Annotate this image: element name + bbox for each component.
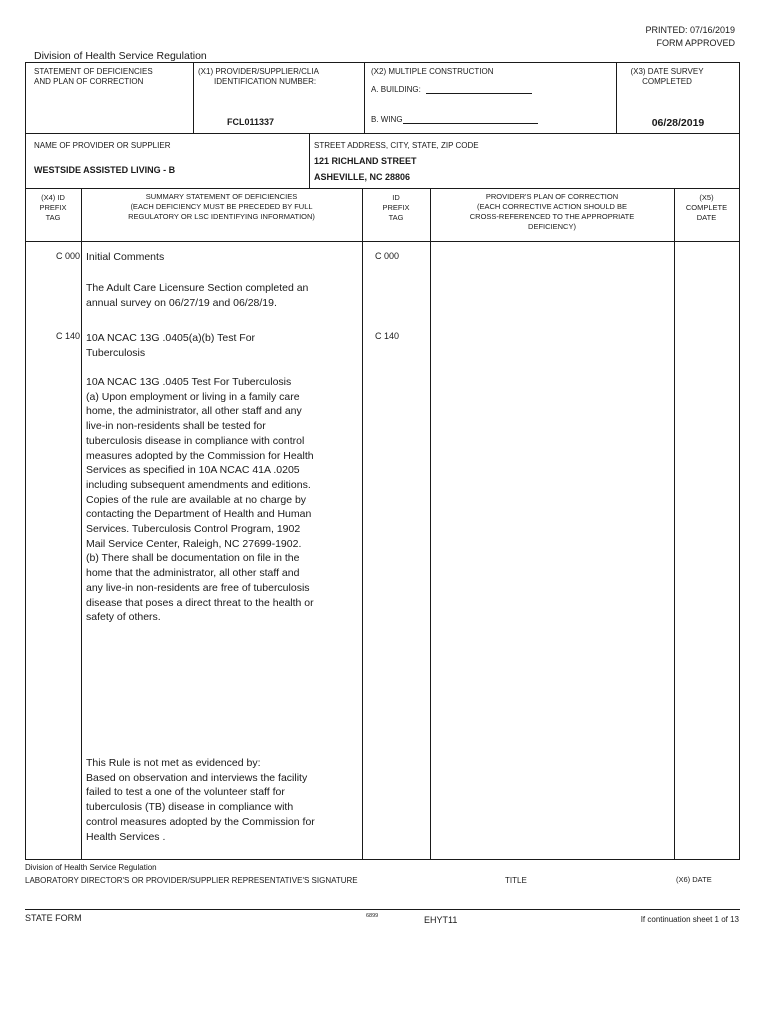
x2-label: (X2) MULTIPLE CONSTRUCTION	[371, 67, 494, 76]
id-head: ID	[392, 193, 400, 202]
col-rule-2	[362, 188, 363, 859]
c140-title	[86, 331, 356, 360]
x4-head-2: PREFIX	[39, 203, 67, 212]
text-line: 10A NCAC 13G .0405 Test For Tuberculosis	[86, 376, 292, 388]
plan-head-2: (EACH CORRECTIVE ACTION SHOULD BE	[476, 202, 628, 211]
text-line: Tuberculosis	[86, 346, 146, 359]
statement-label-2: AND PLAN OF CORRECTION	[34, 77, 144, 86]
text-line: disease that poses a direct threat to the health or	[86, 596, 314, 609]
text-line: (a) Upon employment or living in a family care	[86, 390, 300, 403]
provider-id: FCL011337	[227, 117, 275, 127]
summary-head: SUMMARY STATEMENT OF DEFICIENCIES	[145, 192, 298, 201]
x5-head-3: DATE	[696, 213, 717, 222]
x2-building-blank	[426, 93, 532, 94]
rule-address	[309, 133, 310, 188]
text-line: annual survey on 06/27/19 and 06/28/19.	[86, 296, 277, 309]
footer-agency: Division of Health Service Regulation	[25, 863, 157, 872]
frame-top	[25, 62, 740, 63]
printed-date: PRINTED: 07/16/2019	[645, 25, 735, 35]
text-line: live-in non-residents shall be tested for	[86, 420, 266, 433]
x5-head-2: COMPLETE	[685, 203, 728, 212]
text-line: Based on observation and interviews the facility	[86, 771, 308, 784]
id-head-2: PREFIX	[382, 203, 410, 212]
text-line: home that the administrator, all other staff and	[86, 567, 300, 580]
x5-head: (X5)	[699, 193, 714, 202]
address-city: ASHEVILLE, NC 28806	[314, 172, 411, 182]
frame-bottom	[25, 859, 740, 860]
address-label: STREET ADDRESS, CITY, STATE, ZIP CODE	[314, 141, 479, 150]
x1-label-2: IDENTIFICATION NUMBER:	[214, 77, 317, 86]
text-line: 10A NCAC 13G .0405(a)(b) Test For	[86, 332, 256, 344]
col-rule-4	[674, 188, 675, 859]
title-label: TITLE	[505, 876, 527, 885]
summary-head-2: (EACH DEFICIENCY MUST BE PRECEDED BY FULL	[130, 202, 313, 211]
signature-label: LABORATORY DIRECTOR'S OR PROVIDER/SUPPLIER REPRESENTATIVE'S SIGNATURE	[25, 876, 358, 885]
rule-column-heads	[25, 241, 740, 242]
text-line: control measures adopted by the Commission for	[86, 815, 315, 828]
tag-c000: C 000	[55, 251, 80, 261]
provider-label: NAME OF PROVIDER OR SUPPLIER	[34, 141, 171, 150]
text-line: failed to test a one of the volunteer staff for	[86, 786, 285, 799]
initial-comments-title: Initial Comments	[86, 251, 165, 263]
survey-date: 06/28/2019	[651, 117, 705, 129]
x6-date-label: (X6) DATE	[676, 875, 712, 884]
rule-x2	[364, 62, 365, 133]
agency-name: Division of Health Service Regulation	[34, 50, 207, 62]
finding-text	[86, 756, 356, 844]
text-line: Copies of the rule are available at no charge by	[86, 493, 307, 506]
tag-c140: C 140	[55, 331, 80, 341]
frame-right	[739, 62, 740, 859]
text-line: tuberculosis disease in compliance with control	[86, 434, 305, 447]
rule-header-1	[25, 133, 740, 134]
rule-x1	[193, 62, 194, 133]
plan-head: PROVIDER'S PLAN OF CORRECTION	[485, 192, 619, 201]
text-line: The Adult Care Licensure Section completed an	[86, 282, 309, 294]
text-line: any live-in non-residents are free of tuberculosis	[86, 581, 310, 594]
plan-head-3: CROSS-REFERENCED TO THE APPROPRIATE	[469, 212, 635, 221]
text-line: Mail Service Center, Raleigh, NC 27699-1902.	[86, 537, 302, 550]
text-line: Services as specified in 10A NCAC 41A .0205	[86, 464, 300, 477]
x4-head: (X4) ID	[41, 193, 65, 202]
footer-rule	[25, 909, 740, 910]
id-c140: C 140	[375, 331, 400, 341]
text-line: contacting the Department of Health and Human	[86, 508, 312, 521]
rule-header-2	[25, 188, 740, 189]
x3-label: (X3) DATE SURVEY	[630, 67, 704, 76]
statement-label: STATEMENT OF DEFICIENCIES	[34, 67, 153, 76]
text-line: Services. Tuberculosis Control Program, 1902	[86, 523, 301, 536]
rule-text	[86, 375, 356, 625]
id-c000: C 000	[375, 251, 400, 261]
provider-name: WESTSIDE ASSISTED LIVING - B	[34, 165, 176, 175]
x2-building-label: A. BUILDING:	[371, 85, 421, 94]
text-line: (b) There shall be documentation on file in the	[86, 552, 300, 565]
state-form-label: STATE FORM	[25, 913, 82, 923]
x4-head-3: TAG	[45, 213, 61, 222]
x1-label: (X1) PROVIDER/SUPPLIER/CLIA	[198, 67, 319, 76]
id-head-3: TAG	[388, 213, 404, 222]
x2-wing-label: B. WING	[371, 115, 403, 124]
text-line: measures adopted by the Commission for Health	[86, 449, 314, 462]
form-code: 6899	[366, 913, 379, 919]
text-line: including subsequent amendments and editions.	[86, 478, 311, 491]
x3-label-2: COMPLETED	[642, 77, 692, 86]
continuation-note: If continuation sheet 1 of 13	[640, 915, 739, 924]
summary-head-3: REGULATORY OR LSC IDENTIFYING INFORMATION)	[128, 212, 315, 221]
address-street: 121 RICHLAND STREET	[314, 156, 417, 166]
event-id: EHYT11	[424, 915, 458, 925]
plan-head-4: DEFICIENCY)	[528, 222, 576, 231]
text-line: safety of others.	[86, 611, 161, 624]
frame-left	[25, 62, 26, 859]
text-line: tuberculosis (TB) disease in compliance with	[86, 801, 294, 814]
col-rule-3	[430, 188, 431, 859]
x2-wing-blank	[403, 123, 538, 124]
text-line: Health Services .	[86, 830, 166, 843]
text-line: home, the administrator, all other staff and any	[86, 405, 302, 418]
col-rule-1	[81, 188, 82, 859]
initial-comments-text	[86, 281, 356, 310]
text-line: This Rule is not met as evidenced by:	[86, 757, 261, 769]
form-status: FORM APPROVED	[656, 38, 735, 48]
